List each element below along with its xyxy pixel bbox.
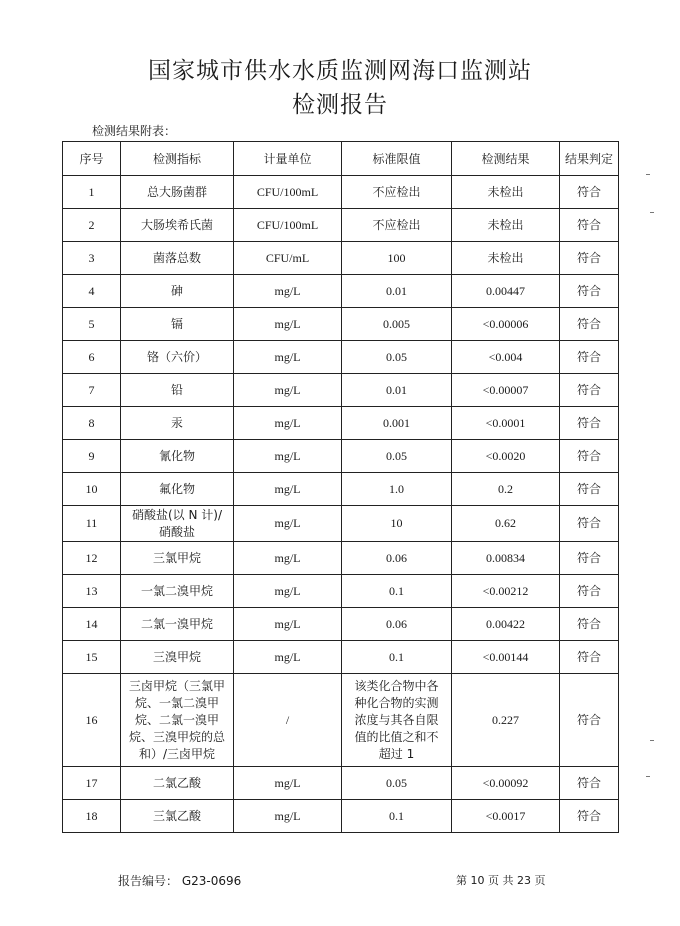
cell-item: 氰化物 [121, 440, 234, 473]
cell-limit: 0.005 [342, 308, 452, 341]
cell-item: 二氯乙酸 [121, 767, 234, 800]
cell-item: 氟化物 [121, 473, 234, 506]
cell-limit: 0.05 [342, 341, 452, 374]
cell-unit: mg/L [234, 374, 342, 407]
report-number: 报告编号： G23-0696 [118, 874, 242, 888]
cell-item: 铬（六价） [121, 341, 234, 374]
cell-item: 硝酸盐(以 N 计)/ 硝酸盐 [121, 506, 234, 542]
table-row [63, 176, 619, 209]
cell-result: <0.00212 [452, 575, 560, 608]
cell-result: 未检出 [452, 242, 560, 275]
cell-result: 0.00834 [452, 542, 560, 575]
cell-result: <0.0017 [452, 800, 560, 833]
cell-unit: CFU/mL [234, 242, 342, 275]
cell-no: 17 [63, 767, 121, 800]
cell-unit: mg/L [234, 407, 342, 440]
cell-limit: 0.01 [342, 374, 452, 407]
cell-item: 三溴甲烷 [121, 641, 234, 674]
cell-item: 三卤甲烷（三氯甲 烷、一氯二溴甲 烷、二氯一溴甲 烷、三溴甲烷的总 和）/三卤甲烷 [121, 674, 234, 767]
cell-unit: mg/L [234, 641, 342, 674]
scan-mark [650, 212, 654, 213]
cell-judgement: 符合 [560, 275, 619, 308]
cell-unit: mg/L [234, 341, 342, 374]
cell-unit: mg/L [234, 473, 342, 506]
col-header-limit: 标准限值 [342, 142, 452, 176]
cell-result: 0.2 [452, 473, 560, 506]
cell-judgement: 符合 [560, 209, 619, 242]
table-row [63, 473, 619, 506]
scan-mark [650, 740, 654, 741]
cell-item: 汞 [121, 407, 234, 440]
cell-result: <0.0001 [452, 407, 560, 440]
table-row [63, 641, 619, 674]
cell-no: 8 [63, 407, 121, 440]
cell-judgement: 符合 [560, 341, 619, 374]
cell-limit: 0.05 [342, 440, 452, 473]
cell-result: 未检出 [452, 209, 560, 242]
cell-no: 10 [63, 473, 121, 506]
cell-no: 18 [63, 800, 121, 833]
cell-judgement: 符合 [560, 767, 619, 800]
cell-judgement: 符合 [560, 176, 619, 209]
cell-judgement: 符合 [560, 608, 619, 641]
cell-result: 0.227 [452, 674, 560, 767]
cell-unit: mg/L [234, 275, 342, 308]
cell-judgement: 符合 [560, 440, 619, 473]
cell-item: 镉 [121, 308, 234, 341]
cell-no: 13 [63, 575, 121, 608]
cell-judgement: 符合 [560, 641, 619, 674]
cell-limit: 0.01 [342, 275, 452, 308]
col-header-unit: 计量单位 [234, 142, 342, 176]
cell-result: <0.00092 [452, 767, 560, 800]
table-header-row [63, 142, 619, 176]
scan-mark [646, 174, 650, 175]
table-row [63, 767, 619, 800]
col-header-judgement: 结果判定 [560, 142, 619, 176]
cell-limit: 0.06 [342, 542, 452, 575]
cell-item: 三氯甲烷 [121, 542, 234, 575]
cell-no: 14 [63, 608, 121, 641]
col-header-no: 序号 [63, 142, 121, 176]
cell-unit: mg/L [234, 506, 342, 542]
cell-unit: mg/L [234, 542, 342, 575]
table-row [63, 440, 619, 473]
table-row [63, 800, 619, 833]
cell-judgement: 符合 [560, 407, 619, 440]
cell-no: 11 [63, 506, 121, 542]
table-row [63, 275, 619, 308]
table-row [63, 374, 619, 407]
cell-no: 3 [63, 242, 121, 275]
col-header-result: 检测结果 [452, 142, 560, 176]
table-row [63, 506, 619, 542]
cell-unit: CFU/100mL [234, 176, 342, 209]
cell-unit: mg/L [234, 440, 342, 473]
cell-limit: 0.001 [342, 407, 452, 440]
cell-judgement: 符合 [560, 473, 619, 506]
cell-item: 三氯乙酸 [121, 800, 234, 833]
cell-judgement: 符合 [560, 506, 619, 542]
cell-no: 7 [63, 374, 121, 407]
cell-item: 一氯二溴甲烷 [121, 575, 234, 608]
cell-item: 二氯一溴甲烷 [121, 608, 234, 641]
cell-result: <0.00007 [452, 374, 560, 407]
cell-no: 12 [63, 542, 121, 575]
report-subtitle: 检测报告 [292, 92, 388, 118]
table-row [63, 674, 619, 767]
cell-item: 砷 [121, 275, 234, 308]
cell-judgement: 符合 [560, 575, 619, 608]
cell-judgement: 符合 [560, 242, 619, 275]
cell-limit: 0.05 [342, 767, 452, 800]
cell-limit: 该类化合物中各 种化合物的实测 浓度与其各自限 值的比值之和不 超过 1 [342, 674, 452, 767]
table-row [63, 407, 619, 440]
cell-unit: mg/L [234, 608, 342, 641]
cell-no: 4 [63, 275, 121, 308]
cell-result: 0.00422 [452, 608, 560, 641]
cell-result: <0.004 [452, 341, 560, 374]
page-number: 第 10 页 共 23 页 [456, 874, 546, 887]
cell-limit: 100 [342, 242, 452, 275]
cell-judgement: 符合 [560, 374, 619, 407]
cell-unit: mg/L [234, 800, 342, 833]
cell-result: <0.0020 [452, 440, 560, 473]
table-row [63, 608, 619, 641]
cell-unit: mg/L [234, 767, 342, 800]
cell-result: <0.00006 [452, 308, 560, 341]
cell-unit: mg/L [234, 308, 342, 341]
table-row [63, 542, 619, 575]
cell-result: 0.00447 [452, 275, 560, 308]
table-row [63, 308, 619, 341]
cell-judgement: 符合 [560, 674, 619, 767]
cell-limit: 不应检出 [342, 176, 452, 209]
appendix-label: 检测结果附表： [92, 124, 177, 138]
cell-no: 1 [63, 176, 121, 209]
cell-no: 15 [63, 641, 121, 674]
results-table [62, 141, 619, 833]
cell-limit: 0.1 [342, 800, 452, 833]
table-row [63, 341, 619, 374]
cell-item: 总大肠菌群 [121, 176, 234, 209]
table-row [63, 575, 619, 608]
table-row [63, 209, 619, 242]
cell-item: 铅 [121, 374, 234, 407]
cell-limit: 10 [342, 506, 452, 542]
cell-no: 6 [63, 341, 121, 374]
cell-no: 2 [63, 209, 121, 242]
cell-limit: 0.1 [342, 641, 452, 674]
cell-limit: 0.1 [342, 575, 452, 608]
cell-result: <0.00144 [452, 641, 560, 674]
cell-result: 未检出 [452, 176, 560, 209]
cell-judgement: 符合 [560, 542, 619, 575]
cell-unit: CFU/100mL [234, 209, 342, 242]
cell-limit: 1.0 [342, 473, 452, 506]
table-row [63, 242, 619, 275]
cell-judgement: 符合 [560, 800, 619, 833]
cell-judgement: 符合 [560, 308, 619, 341]
cell-result: 0.62 [452, 506, 560, 542]
cell-limit: 0.06 [342, 608, 452, 641]
cell-no: 9 [63, 440, 121, 473]
cell-unit: / [234, 674, 342, 767]
cell-no: 16 [63, 674, 121, 767]
cell-limit: 不应检出 [342, 209, 452, 242]
col-header-item: 检测指标 [121, 142, 234, 176]
scan-mark [646, 776, 650, 777]
cell-item: 大肠埃希氏菌 [121, 209, 234, 242]
report-title: 国家城市供水水质监测网海口监测站 [148, 58, 532, 84]
cell-no: 5 [63, 308, 121, 341]
cell-item: 菌落总数 [121, 242, 234, 275]
cell-unit: mg/L [234, 575, 342, 608]
